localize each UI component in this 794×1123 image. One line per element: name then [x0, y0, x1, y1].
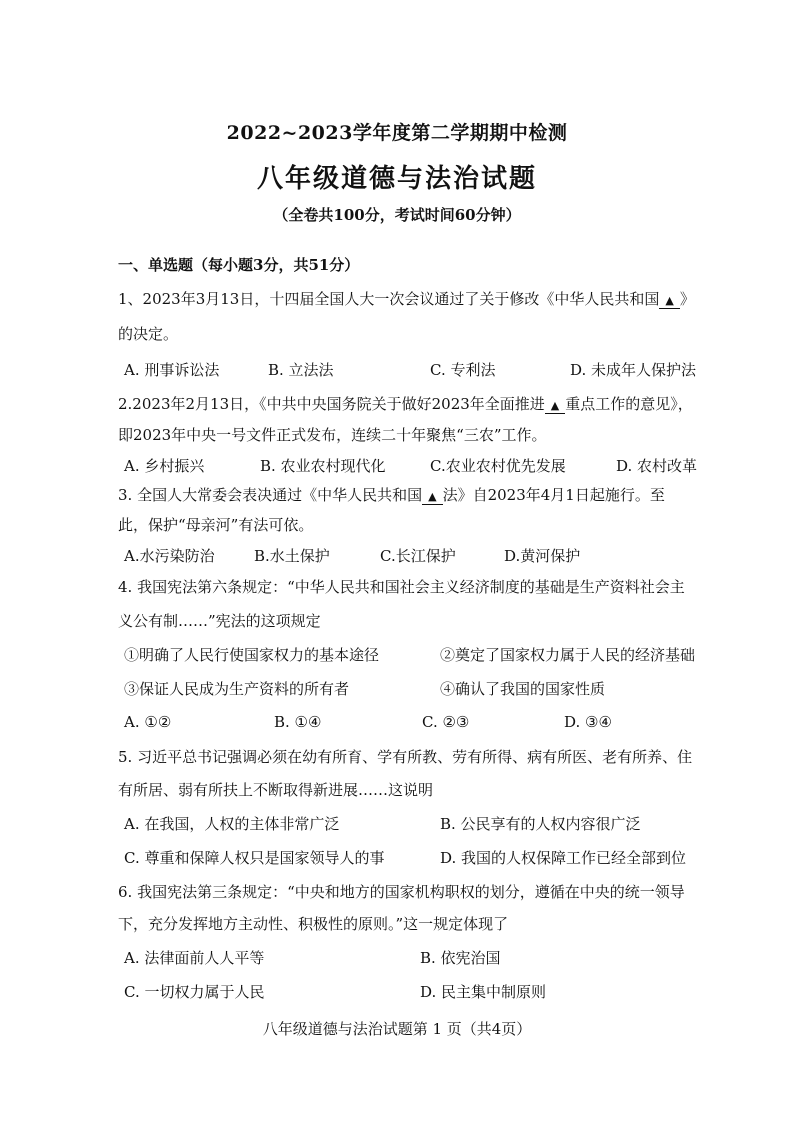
- q6-option-a: A. 法律面前人人平等: [124, 949, 265, 967]
- q1-option-c: C. 专利法: [430, 361, 496, 379]
- q1-line-2: 的决定。: [118, 325, 179, 343]
- answer-blank: ▲: [659, 294, 679, 309]
- q6-line-2: 下，充分发挥地方主动性、积极性的原则。”这一规定体现了: [118, 915, 509, 933]
- q2-option-c: C.农业农村优先发展: [430, 457, 566, 475]
- q6-line-1: 6. 我国宪法第三条规定：“中央和地方的国家机构职权的划分，遵循在中央的统一领导: [118, 883, 685, 901]
- q4-option-b: B. ①④: [274, 713, 322, 731]
- q3-line-1: 3. 全国人大常委会表决通过《中华人民共和国 ▲ 法》自2023年4月1日起施行。至: [118, 486, 665, 504]
- q5-line-2: 有所居、弱有所扶上不断取得新进展……这说明: [118, 781, 434, 799]
- q3-option-b: B.水土保护: [254, 547, 330, 565]
- exam-subtitle: 八年级道德与法治试题: [256, 164, 537, 194]
- q2-option-a: A. 乡村振兴: [124, 457, 205, 475]
- q5-option-d: D. 我国的人权保障工作已经全部到位: [440, 849, 687, 867]
- q4-option-d: D. ③④: [564, 713, 612, 731]
- q6-option-d: D. 民主集中制原则: [420, 983, 547, 1001]
- q5-option-a: A. 在我国，人权的主体非常广泛: [124, 815, 340, 833]
- q4-line-2: 义公有制……”宪法的这项规定: [118, 612, 321, 630]
- answer-blank: ▲: [545, 399, 565, 414]
- q4-option-c: C. ②③: [422, 713, 470, 731]
- q1-option-a: A. 刑事诉讼法: [124, 361, 220, 379]
- q5-option-c: C. 尊重和保障人权只是国家领导人的事: [124, 849, 385, 867]
- exam-note: （全卷共100分，考试时间60分钟）: [273, 206, 521, 224]
- q2-line-1: 2.2023年2月13日，《中共中央国务院关于做好2023年全面推进 ▲ 重点工作的意见》，: [118, 395, 693, 413]
- q2-option-b: B. 农业农村现代化: [260, 457, 386, 475]
- q1-option-d: D. 未成年人保护法: [570, 361, 697, 379]
- q4-option-a: A. ①②: [124, 713, 172, 731]
- q5-option-b: B. 公民享有的人权内容很广泛: [440, 815, 641, 833]
- q4-item-3: ③保证人民成为生产资料的所有者: [124, 680, 350, 698]
- q4-item-4: ④确认了我国的国家性质: [440, 680, 606, 698]
- q6-option-c: C. 一切权力属于人民: [124, 983, 265, 1001]
- section-heading: 一、单选题（每小题3分，共51分）: [118, 256, 360, 274]
- q1-line-1: 1、2023年3月13日，十四届全国人大一次会议通过了关于修改《中华人民共和国 ▲ 》: [118, 290, 695, 308]
- q3-option-c: C.长江保护: [380, 547, 456, 565]
- q1-option-b: B. 立法法: [268, 361, 334, 379]
- q3-line-2: 此，保护“母亲河”有法可依。: [118, 516, 314, 534]
- q4-item-2: ②奠定了国家权力属于人民的经济基础: [440, 646, 696, 664]
- answer-blank: ▲: [422, 490, 442, 505]
- q3-option-a: A.水污染防治: [124, 547, 215, 565]
- page-footer: 八年级道德与法治试题第 1 页（共4页）: [262, 1020, 532, 1038]
- q4-item-1: ①明确了人民行使国家权力的基本途径: [124, 646, 380, 664]
- q2-line-2: 即2023年中央一号文件正式发布，连续二十年聚焦“三农”工作。: [118, 426, 547, 444]
- q2-option-d: D. 农村改革: [616, 457, 698, 475]
- q4-line-1: 4. 我国宪法第六条规定：“中华人民共和国社会主义经济制度的基础是生产资料社会主: [118, 578, 685, 596]
- exam-title: 2022~2023学年度第二学期期中检测: [226, 122, 568, 144]
- q6-option-b: B. 依宪治国: [420, 949, 501, 967]
- q5-line-1: 5. 习近平总书记强调必须在幼有所育、学有所教、劳有所得、病有所医、老有所养、住: [118, 748, 693, 766]
- q3-option-d: D.黄河保护: [504, 547, 581, 565]
